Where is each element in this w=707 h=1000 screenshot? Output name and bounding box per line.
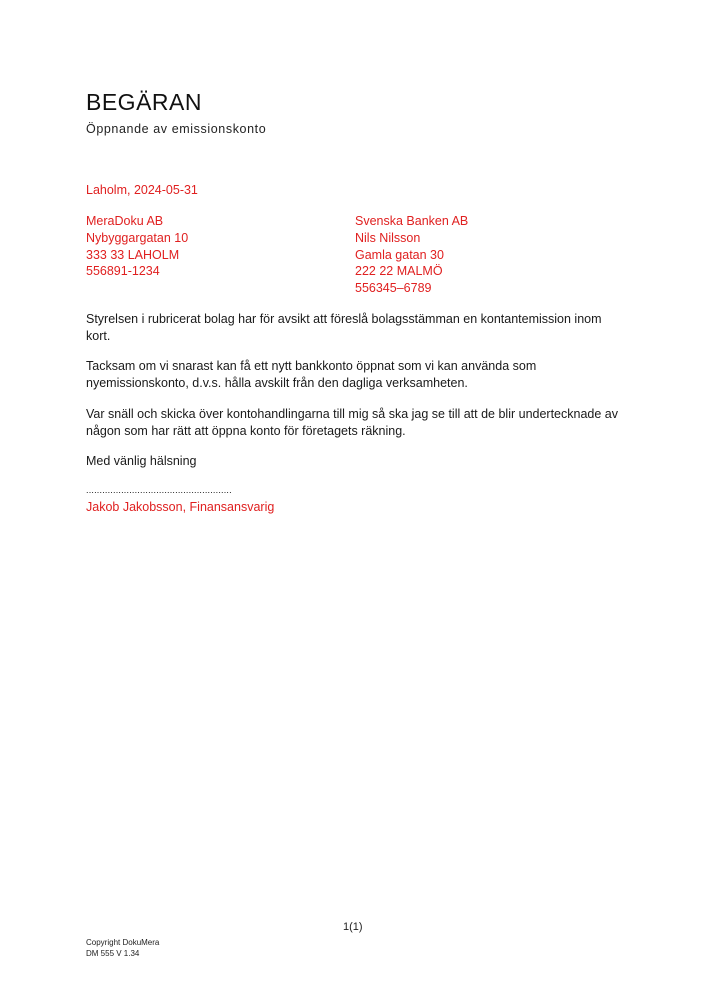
sender-postal: 333 33 LAHOLM [86, 247, 180, 262]
footer-copyright: Copyright DokuMera [86, 938, 160, 947]
sender-company: MeraDoku AB [86, 214, 164, 228]
sender-org-number: 556891-1234 [86, 264, 160, 279]
document-subtitle: Öppnande av emissionskonto [86, 122, 267, 136]
recipient-street: Gamla gatan 30 [355, 247, 444, 262]
recipient-contact: Nils Nilsson [355, 230, 421, 245]
body-paragraph-3: Var snäll och skicka över kontohandlingarna till mig så ska jag se till att de blir undertecknade av någon som har rätt att öppna konto för företagets räkning. [86, 407, 618, 438]
recipient-postal: 222 22 MALMÖ [355, 264, 443, 279]
document-title: BEGÄRAN [86, 89, 202, 115]
body-paragraph-2: Tacksam om vi snarast kan få ett nytt bankkonto öppnat som vi kan använda som nyemissionskonto, d.v.s. hålla avskilt från den dagliga verksamheten. [86, 359, 537, 390]
footer [86, 937, 159, 959]
footer-doc-id: DM 555 V 1.34 [86, 949, 140, 958]
recipient-org-number: 556345–6789 [355, 281, 432, 296]
page-number: 1(1) [343, 921, 363, 933]
sender-address [86, 213, 188, 280]
recipient-company: Svenska Banken AB [355, 214, 469, 228]
signature-line: ...................................................... [86, 485, 232, 495]
body-paragraph-1: Styrelsen i rubricerat bolag har för avsikt att föreslå bolagsstämman en kontantemission inom kort. [86, 312, 602, 343]
sender-street: Nybyggargatan 10 [86, 230, 189, 245]
signer-name: Jakob Jakobsson, Finansansvarig [86, 500, 275, 514]
recipient-address [355, 213, 468, 297]
date-line: Laholm, 2024-05-31 [86, 183, 198, 197]
closing-greeting: Med vänlig hälsning [86, 454, 197, 468]
